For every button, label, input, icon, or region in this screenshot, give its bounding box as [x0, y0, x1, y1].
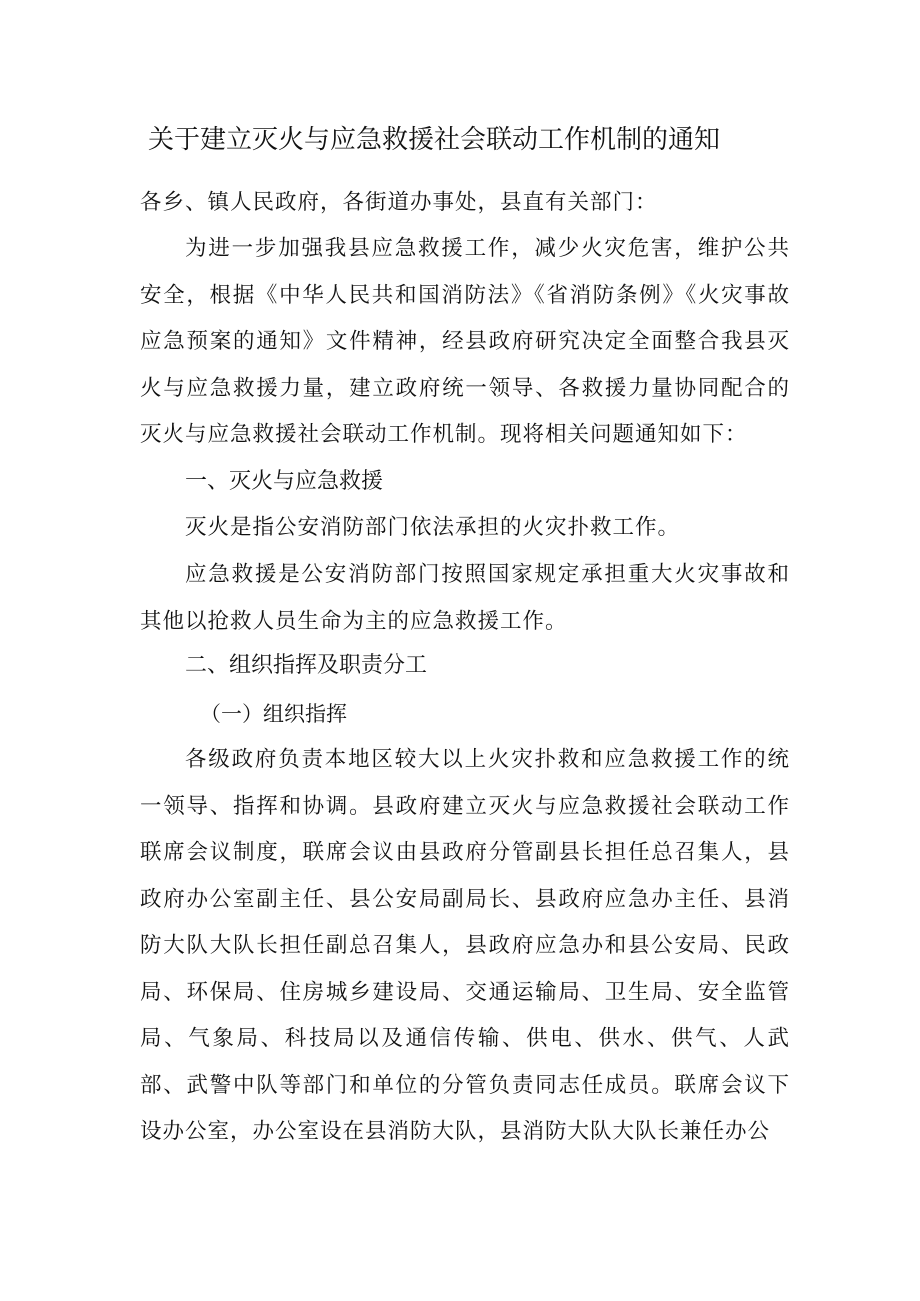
section-2-subheading-1: （一）组织指挥 [200, 702, 347, 726]
section-2-heading: 二、组织指挥及职责分工 [185, 653, 428, 678]
salutation: 各乡、镇人民政府，各街道办事处，县直有关部门： [140, 190, 658, 215]
section-1-paragraph-2: 应急救援是公安消防部门按照国家规定承担重大火灾事故和其他以抢救人员生命为主的应急救援工作。 [140, 562, 790, 634]
section-2-sub-1-paragraph: 各级政府负责本地区较大以上火灾扑救和应急救援工作的统一领导、指挥和协调。县政府建立灭火与应急救援社会联动工作联席会议制度，联席会议由县政府分管副县长担任总召集人，县政府办公室副主任、县公安局副局长、县政府应急办主任、县消防大队大队长担任副总召集人，县政府应急办和县公安局、民政局、环保局、住房城乡建设局、交通运输局、卫生局、安全监管局、气象局、科技局以及通信传输、供电、供水、供气、人武部、武警中队等部门和单位的分管负责同志任成员。联席会议下设办公室，办公室设在县消防大队，县消防大队大队长兼任办公 [140, 747, 790, 1144]
document-title: 关于建立灭火与应急救援社会联动工作机制的通知 [148, 125, 721, 155]
section-1-heading: 一、灭火与应急救援 [185, 469, 384, 494]
intro-paragraph: 为进一步加强我县应急救援工作，减少火灾危害，维护公共安全，根据《中华人民共和国消防法》《省消防条例》《火灾事故应急预案的通知》文件精神，经县政府研究决定全面整合我县灭火与应急救援力量，建立政府统一领导、各救援力量协同配合的灭火与应急救援社会联动工作机制。现将相关问题通知如下： [140, 236, 790, 447]
section-1-paragraph-1: 灭火是指公安消防部门依法承担的火灾扑救工作。 [185, 515, 681, 540]
